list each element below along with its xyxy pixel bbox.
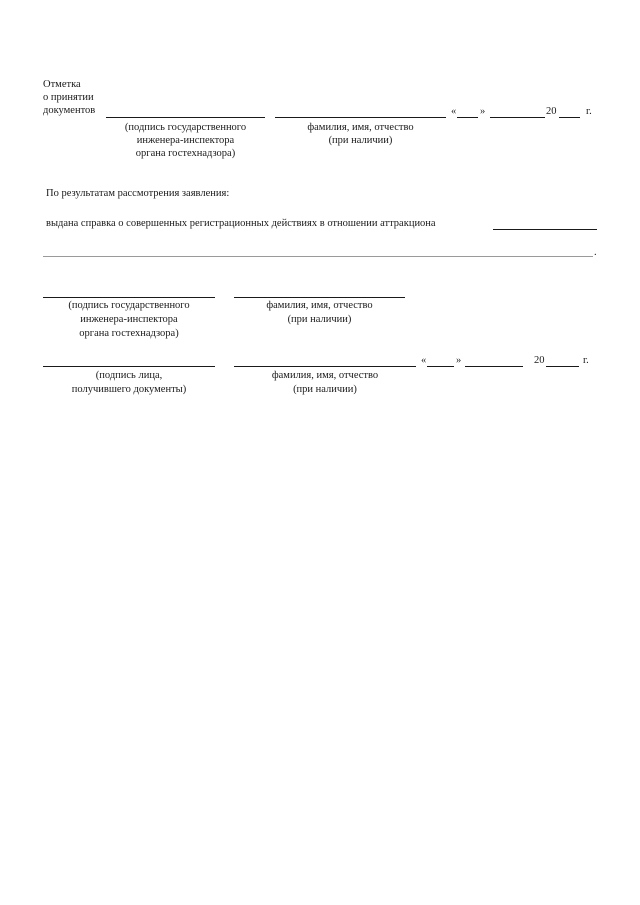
results-end-dot: . — [594, 247, 597, 258]
recipient-day-field[interactable] — [427, 366, 454, 367]
results-heading: По результатам рассмотрения заявления: — [46, 188, 230, 199]
results-issued-text: выдана справка о совершенных регистрационных действиях в отношении аттракциона — [46, 218, 436, 229]
acceptance-month-field[interactable] — [490, 117, 545, 118]
acceptance-name-caption-line1: фамилия, имя, отчество — [307, 122, 414, 133]
recipient-year-field[interactable] — [546, 366, 579, 367]
inspector-name-caption-line2: (при наличии) — [287, 314, 352, 325]
acceptance-label-line1: Отметка — [43, 79, 81, 90]
recipient-name-caption-line2: (при наличии) — [293, 384, 357, 395]
recipient-name-caption-line1: фамилия, имя, отчество — [271, 370, 379, 381]
inspector-signature-field[interactable] — [43, 297, 215, 298]
acceptance-year-suffix: г. — [586, 106, 592, 117]
recipient-quote-close: » — [456, 355, 462, 366]
recipient-year-suffix: г. — [583, 355, 589, 366]
recipient-month-field[interactable] — [465, 366, 523, 367]
acceptance-signature-field[interactable] — [106, 117, 265, 118]
acceptance-label-line3: документов — [43, 105, 96, 116]
acceptance-sig-caption-line2: инженера-инспектора — [136, 135, 235, 146]
attraction-continuation-field[interactable] — [43, 256, 593, 257]
recipient-signature-field[interactable] — [43, 366, 215, 367]
inspector-sig-caption-line2: инженера-инспектора — [80, 314, 178, 325]
acceptance-name-caption-line2: (при наличии) — [328, 135, 393, 146]
inspector-name-caption-line1: фамилия, имя, отчество — [266, 300, 373, 311]
inspector-name-field[interactable] — [234, 297, 405, 298]
acceptance-year-prefix: 20 — [546, 106, 557, 117]
recipient-quote-open: « — [421, 355, 427, 366]
recipient-sig-caption-line2: получившего документы) — [71, 384, 187, 395]
recipient-year-prefix: 20 — [534, 355, 545, 366]
acceptance-sig-caption-line1: (подпись государственного — [124, 122, 247, 133]
acceptance-sig-caption-line3: органа гостехнадзора) — [135, 148, 236, 159]
acceptance-name-field[interactable] — [275, 117, 446, 118]
acceptance-label-line2: о принятии — [43, 92, 94, 103]
acceptance-day-field[interactable] — [457, 117, 478, 118]
recipient-sig-caption-line1: (подпись лица, — [95, 370, 163, 381]
recipient-name-field[interactable] — [234, 366, 416, 367]
acceptance-quote-close: » — [480, 106, 486, 117]
inspector-sig-caption-line1: (подпись государственного — [68, 300, 190, 311]
acceptance-year-field[interactable] — [559, 117, 580, 118]
inspector-sig-caption-line3: органа гостехнадзора) — [79, 328, 179, 339]
attraction-field[interactable] — [493, 229, 597, 230]
acceptance-quote-open: « — [451, 106, 457, 117]
